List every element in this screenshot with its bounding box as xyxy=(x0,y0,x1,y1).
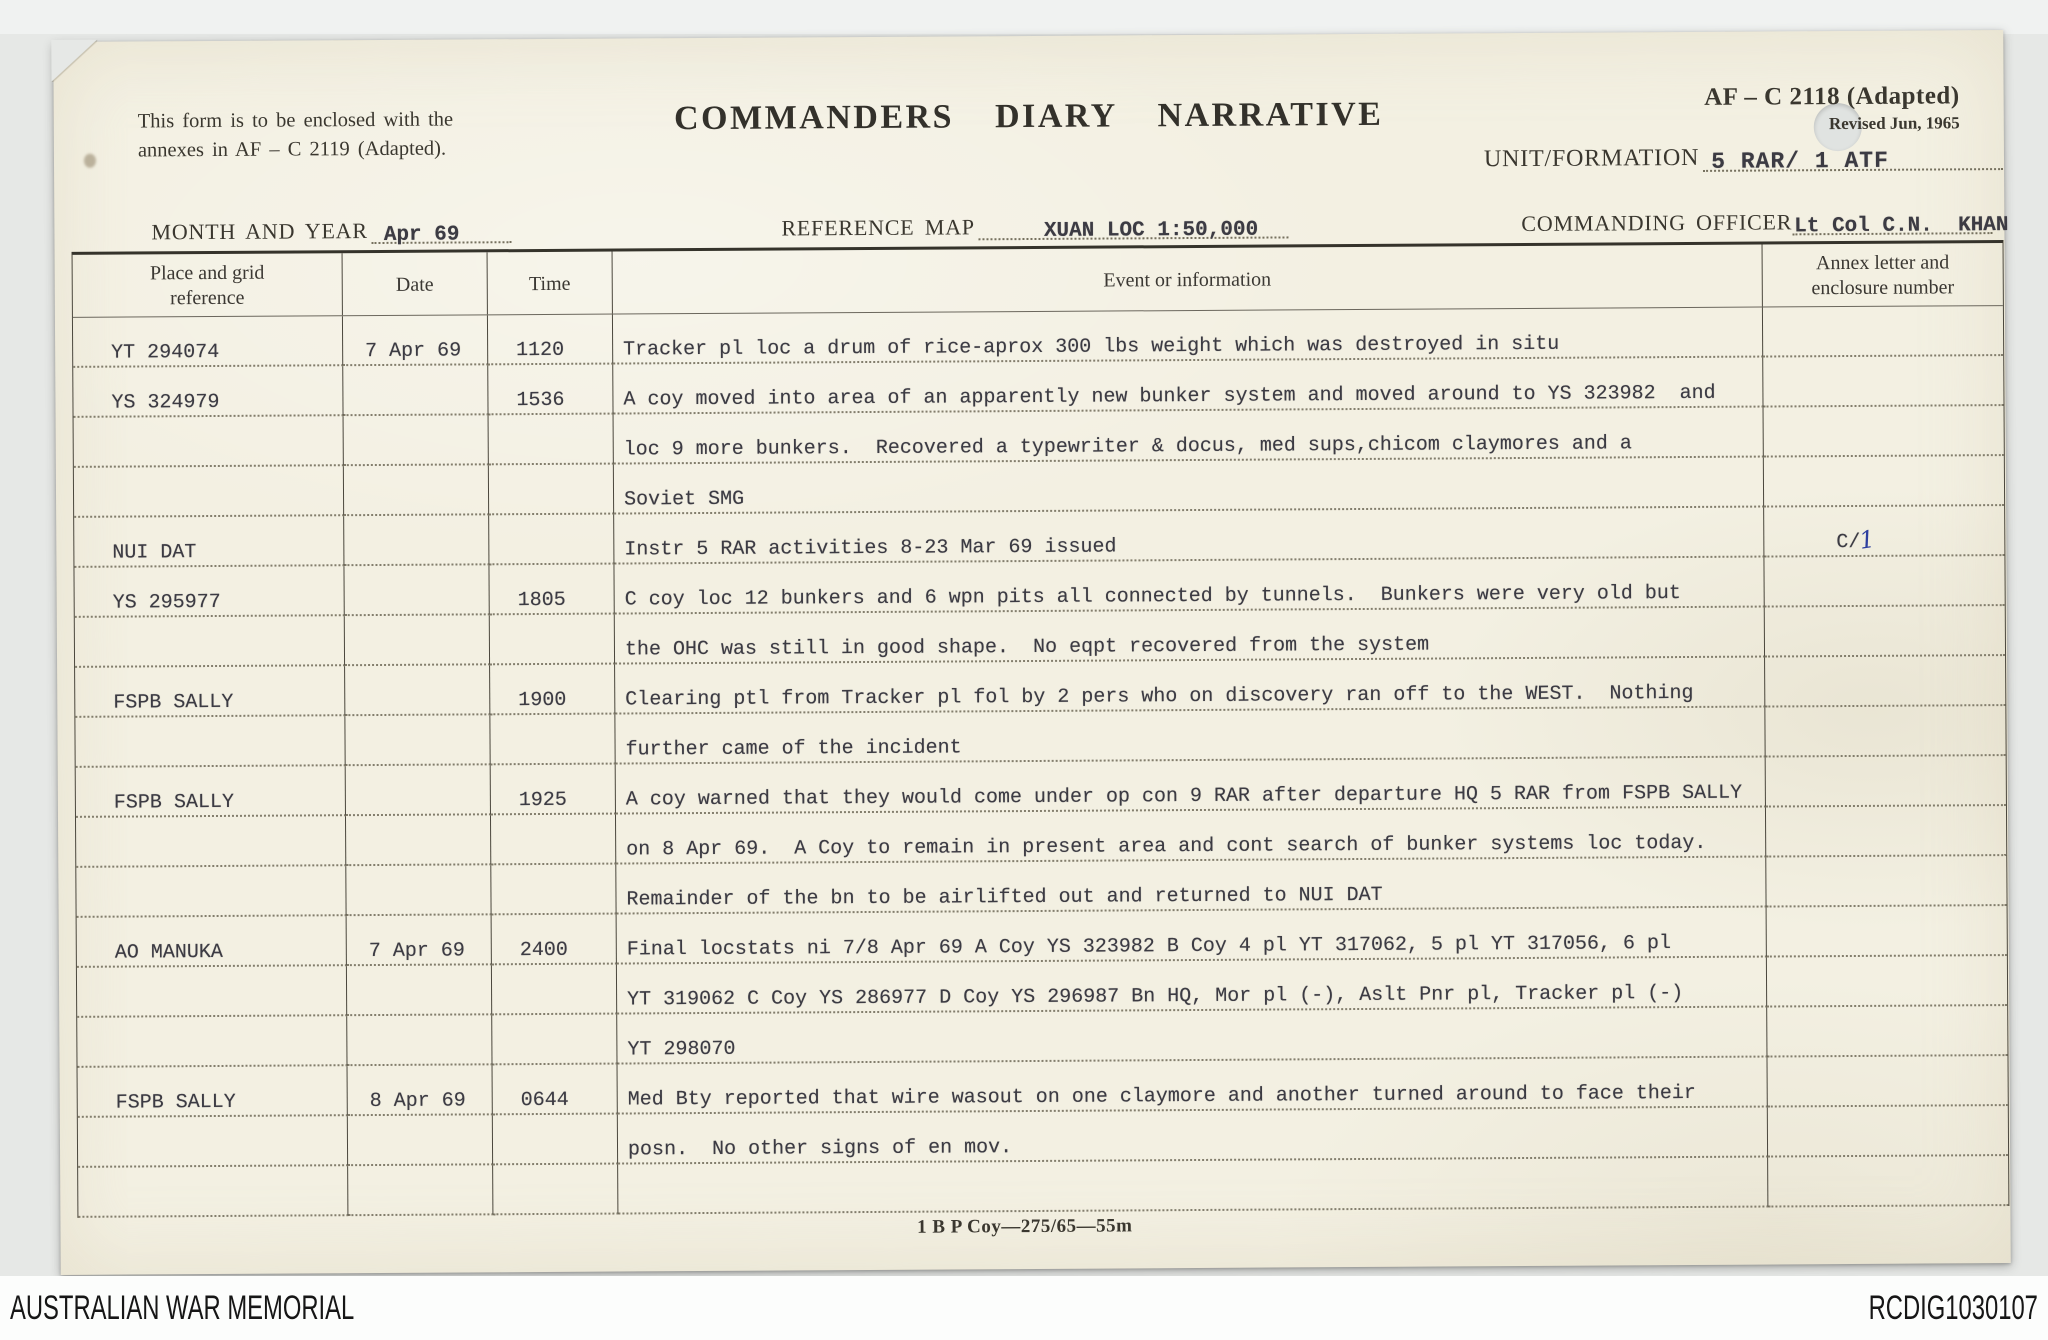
header-annex-label: Annex letter and enclosure number xyxy=(1811,251,1955,300)
cell-event: loc 9 more bunkers. Recovered a typewriter & docus, med sups,chicom claymores and a xyxy=(614,408,1764,465)
cell-place: FSPB SALLY xyxy=(75,666,345,718)
cell-annex xyxy=(1767,1056,2007,1107)
cell-date xyxy=(346,765,491,816)
cell-place: YS 324979 xyxy=(73,366,343,418)
cell-time xyxy=(492,1015,617,1066)
cell-place xyxy=(75,616,345,668)
cell-date: 8 Apr 69 xyxy=(348,1065,493,1116)
cell-time xyxy=(493,1165,618,1216)
cell-date: 7 Apr 69 xyxy=(347,915,492,966)
form-instruction-note: This form is to be enclosed with the annexes in AF – C 2119 (Adapted). xyxy=(137,108,454,162)
cell-annex xyxy=(1767,956,2007,1007)
cell-event: Soviet SMG xyxy=(614,458,1764,515)
cell-event: YT 319062 C Coy YS 286977 D Coy YS 296987 Bn HQ, Mor pl (-), Aslt Pnr pl, Tracker pl (-) xyxy=(617,958,1767,1015)
header-date-label: Date xyxy=(395,273,434,296)
cell-time xyxy=(490,615,615,666)
cell-event: A coy warned that they would come under op con 9 RAR after departure HQ 5 RAR from FSPB SALLY xyxy=(616,758,1766,815)
cell-place xyxy=(78,1166,348,1218)
printer-code: 1 B P Coy—275/65—55m xyxy=(917,1215,1133,1238)
annex-typed: C/ xyxy=(1836,530,1861,555)
form-title: COMMANDERS DIARY NARRATIVE xyxy=(673,95,1384,138)
month-year-line xyxy=(372,211,512,247)
cell-place xyxy=(76,866,346,918)
cell-event: Instr 5 RAR activities 8-23 Mar 69 issued xyxy=(614,508,1764,565)
cell-event: Med Bty reported that wire wasout on one claymore and another turned around to face their xyxy=(618,1058,1768,1115)
cell-time xyxy=(489,465,614,516)
cell-annex xyxy=(1766,756,2006,807)
cell-place xyxy=(74,416,344,468)
form-number: AF – C 2118 (Adapted) xyxy=(1704,82,1960,111)
cell-date xyxy=(344,515,489,566)
cell-annex xyxy=(1768,1156,2008,1207)
cell-time xyxy=(490,715,615,766)
cell-date xyxy=(347,965,492,1016)
cell-annex xyxy=(1767,906,2007,957)
cell-annex xyxy=(1763,356,2003,407)
header-event xyxy=(613,245,1763,314)
cell-time: 2400 xyxy=(492,915,617,966)
cell-place: AO MANUKA xyxy=(77,916,347,968)
header-date xyxy=(343,252,488,315)
cell-date xyxy=(344,465,489,516)
cell-place xyxy=(77,966,347,1018)
annex-handwritten: 1 xyxy=(1857,524,1877,555)
cell-time xyxy=(492,965,617,1016)
cell-time xyxy=(493,1115,618,1166)
scan-background-band xyxy=(0,0,2048,34)
cell-event: the OHC was still in good shape. No eqpt recovered from the system xyxy=(615,608,1765,665)
cell-time: 1900 xyxy=(490,665,615,716)
cell-event: YT 298070 xyxy=(617,1008,1767,1065)
cell-annex xyxy=(1766,856,2006,907)
cell-date xyxy=(347,1015,492,1066)
cell-date xyxy=(346,815,491,866)
cell-event: Remainder of the bn to be airlifted out and returned to NUI DAT xyxy=(616,858,1766,915)
cell-time xyxy=(489,515,614,566)
cell-event: A coy moved into area of an apparently new bunker system and moved around to YS 323982 and xyxy=(613,358,1763,415)
cell-time xyxy=(491,865,616,916)
cell-place: NUI DAT xyxy=(74,516,344,568)
cell-place xyxy=(77,1016,347,1068)
field-month-year xyxy=(151,209,512,245)
table-header-row xyxy=(73,243,2003,318)
cell-event: Tracker pl loc a drum of rice-aprox 300 lbs weight which was destroyed in situ xyxy=(613,308,1763,365)
unit-formation-label: UNIT/FORMATION xyxy=(1483,144,1700,173)
reference-map-label: REFERENCE MAP xyxy=(781,214,975,241)
cell-date: 7 Apr 69 xyxy=(343,315,488,366)
cell-event: Clearing ptl from Tracker pl fol by 2 pers who on discovery ran off to the WEST. Nothing xyxy=(615,658,1765,715)
field-unit-formation xyxy=(1484,136,2003,173)
table-row xyxy=(78,1156,2008,1218)
form-revision: Revised Jun, 1965 xyxy=(1828,113,1960,134)
cell-time: 1805 xyxy=(489,565,614,616)
cell-date xyxy=(348,1115,493,1166)
form-number-block xyxy=(1704,82,1960,135)
cell-place xyxy=(76,816,346,868)
header-place xyxy=(73,253,343,317)
cell-place: FSPB SALLY xyxy=(78,1066,348,1118)
cell-event xyxy=(618,1158,1768,1215)
cell-annex xyxy=(1764,506,2004,557)
cell-annex xyxy=(1768,1106,2008,1157)
cell-place: YT 294074 xyxy=(73,316,343,368)
header-annex xyxy=(1763,243,2003,306)
folded-corner xyxy=(51,40,97,82)
commanding-officer-line xyxy=(1792,202,2009,239)
cell-annex xyxy=(1767,1006,2007,1057)
cell-event: on 8 Apr 69. A Coy to remain in present area and cont search of bunker systems loc today. xyxy=(616,808,1766,865)
month-year-label: MONTH AND YEAR xyxy=(151,218,368,245)
archive-reference-id: RCDIG1030107 xyxy=(1868,1289,2038,1327)
cell-date xyxy=(346,865,491,916)
cell-date xyxy=(348,1165,493,1216)
cell-annex xyxy=(1764,556,2004,607)
cell-annex xyxy=(1765,606,2005,657)
cell-place: YS 295977 xyxy=(74,566,344,618)
cell-time: 0644 xyxy=(493,1065,618,1116)
cell-time: 1925 xyxy=(491,765,616,816)
cell-date xyxy=(344,415,489,466)
commanding-officer-label: COMMANDING OFFICER xyxy=(1521,209,1793,237)
cell-date xyxy=(345,715,490,766)
header-place-label: Place and grid reference xyxy=(149,261,265,310)
header-time-label: Time xyxy=(528,272,571,295)
cell-time: 1536 xyxy=(488,365,613,416)
cell-event: Final locstats ni 7/8 Apr 69 A Coy YS 323982 B Coy 4 pl YT 317062, 5 pl YT 317056, 6 pl xyxy=(617,908,1767,965)
paper-stain xyxy=(84,154,96,168)
cell-event: further came of the incident xyxy=(615,708,1765,765)
field-reference-map xyxy=(781,204,1289,241)
cell-event: posn. No other signs of en mov. xyxy=(618,1108,1768,1165)
scanner-footer-bar xyxy=(0,1276,2048,1340)
cell-annex xyxy=(1765,706,2005,757)
cell-event: C coy loc 12 bunkers and 6 wpn pits all connected by tunnels. Bunkers were very old but xyxy=(614,558,1764,615)
form-paper xyxy=(53,30,2010,1275)
commanding-officer-value: Lt Col C.N. KHAN xyxy=(1794,214,2009,239)
reference-map-line xyxy=(979,206,1289,243)
cell-place: FSPB SALLY xyxy=(76,766,346,818)
cell-time xyxy=(491,815,616,866)
archive-name: AUSTRALIAN WAR MEMORIAL xyxy=(10,1289,355,1327)
reference-map-value: XUAN LOC 1:50,000 xyxy=(1043,218,1259,243)
cell-annex xyxy=(1764,456,2004,507)
cell-date xyxy=(345,615,490,666)
cell-date xyxy=(344,565,489,616)
field-commanding-officer xyxy=(1521,200,2009,239)
header-time xyxy=(488,252,613,315)
header-event-label: Event or information xyxy=(1103,268,1272,292)
cell-annex xyxy=(1765,656,2005,707)
cell-place xyxy=(74,466,344,518)
cell-annex xyxy=(1766,806,2006,857)
unit-formation-value: 5 RAR/ 1 ATF xyxy=(1711,147,1889,175)
cell-date xyxy=(343,365,488,416)
cell-annex xyxy=(1764,406,2004,457)
cell-time: 1120 xyxy=(488,315,613,366)
cell-place xyxy=(78,1116,348,1168)
unit-formation-line xyxy=(1703,138,2003,175)
cell-annex xyxy=(1763,306,2003,357)
diary-table xyxy=(72,240,2010,1218)
cell-date xyxy=(345,665,490,716)
cell-place xyxy=(75,716,345,768)
table-body xyxy=(73,306,2008,1218)
cell-time xyxy=(489,415,614,466)
month-year-value: Apr 69 xyxy=(383,223,460,247)
